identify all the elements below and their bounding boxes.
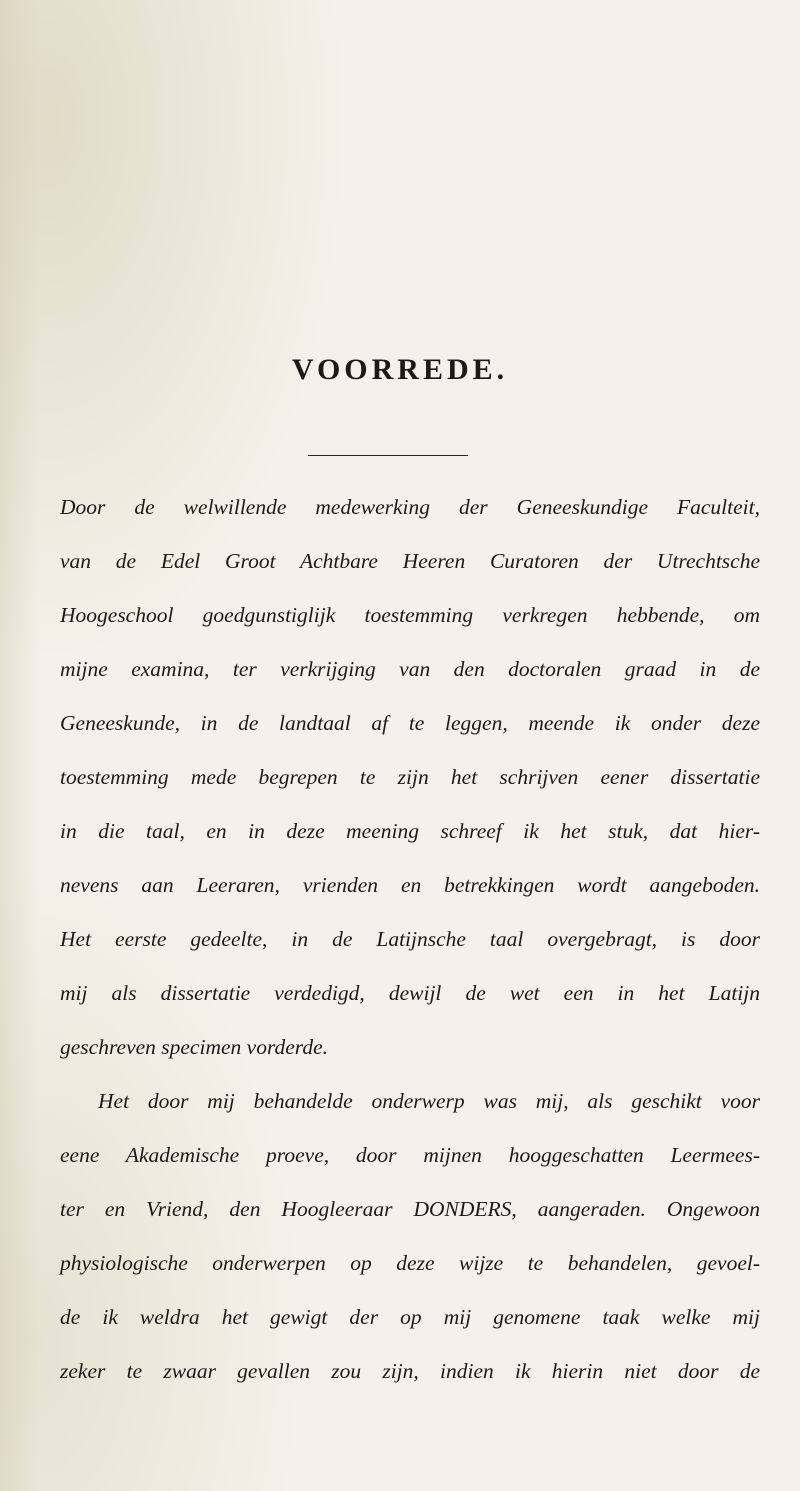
body-text: [60, 487, 760, 1405]
text-line: geschreven specimen vorderde.: [60, 1035, 329, 1059]
text-line: Het eerste gedeelte, in de Latijnsche taal overgebragt, is door: [60, 927, 760, 951]
text-line: Door de welwillende medewerking der Geneeskundige Faculteit,: [60, 495, 760, 519]
text-line: ter en Vriend, den Hoogleeraar DONDERS, aangeraden. Ongewoon: [60, 1197, 760, 1221]
text-line: zeker te zwaar gevallen zou zijn, indien ik hierin niet door de: [60, 1359, 760, 1383]
text-line: de ik weldra het gewigt der op mij genomene taak welke mij: [60, 1305, 760, 1329]
text-line: physiologische onderwerpen op deze wijze te behandelen, gevoel-: [60, 1251, 760, 1275]
text-line: van de Edel Groot Achtbare Heeren Curatoren der Utrechtsche: [60, 549, 760, 573]
text-line: nevens aan Leeraren, vrienden en betrekkingen wordt aangeboden.: [60, 873, 760, 897]
page-title: VOORREDE.: [291, 353, 509, 386]
text-line: Geneeskunde, in de landtaal af te leggen, meende ik onder deze: [60, 711, 760, 735]
text-line: mij als dissertatie verdedigd, dewijl de wet een in het Latijn: [60, 981, 760, 1005]
text-line: eene Akademische proeve, door mijnen hooggeschatten Leermees-: [60, 1143, 760, 1167]
title-divider: [308, 455, 468, 456]
text-line: Het door mij behandelde onderwerp was mij, als geschikt voor: [98, 1089, 760, 1113]
text-line: in die taal, en in deze meening schreef ik het stuk, dat hier-: [60, 819, 760, 843]
text-line: toestemming mede begrepen te zijn het schrijven eener dissertatie: [60, 765, 760, 789]
text-line: mijne examina, ter verkrijging van den doctoralen graad in de: [60, 657, 760, 681]
text-line: Hoogeschool goedgunstiglijk toestemming verkregen hebbende, om: [60, 603, 760, 627]
